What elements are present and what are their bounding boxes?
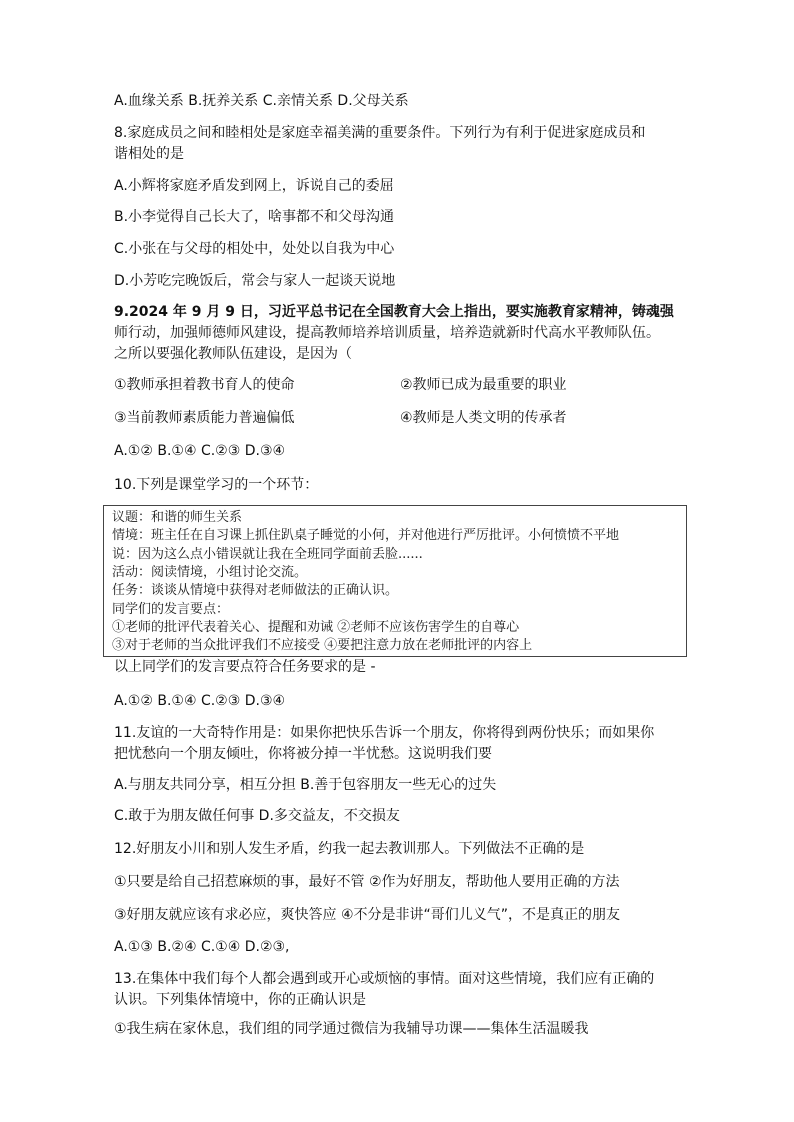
box-scenario-line1: 情境：班主任在自习课上抓住趴桌子睡觉的小何，并对他进行严厉批评。小何愤愤不平地 [112, 528, 620, 543]
q8-option-b: B.小李觉得自己长大了，啥事都不和父母沟通 [114, 209, 395, 225]
q9-item-2: ②教师已成为最重要的职业 [400, 377, 567, 393]
q8-stem-line2: 谐相处的是 [114, 146, 184, 162]
q10-question: 以上同学们的发言要点符合任务要求的是 - [114, 659, 376, 675]
q9-item-4: ④教师是人类文明的传承者 [400, 410, 567, 426]
q8-option-d: D.小芳吃完晚饭后，常会与家人一起谈天说地 [114, 273, 396, 289]
q13-stem-line1: 13.在集体中我们每个人都会遇到或开心或烦恼的事情。面对这些情境，我们应有正确的 [114, 971, 655, 987]
q13-item-1: ①我生病在家休息，我们组的同学通过微信为我辅导功课——集体生活温暖我 [114, 1021, 589, 1037]
q10-options: A.①② B.①④ C.②③ D.③④ [114, 693, 286, 709]
q11-options-line1: A.与朋友共同分享，相互分担 B.善于包容朋友一些无心的过失 [114, 777, 497, 793]
q12-stem: 12.好朋友小川和别人发生矛盾，约我一起去教训那人。下列做法不正确的是 [114, 841, 585, 857]
q11-stem-line2: 把忧愁向一个朋友倾吐，你将被分掉一半忧愁。这说明我们要 [114, 746, 492, 762]
q13-stem-line2: 认识。下列集体情境中，你的正确认识是 [114, 992, 366, 1008]
q7-options: A.血缘关系 B.抚养关系 C.亲情关系 D.父母关系 [114, 93, 409, 109]
q12-items-line2: ③好朋友就应该有求必应，爽快答应 ④不分是非讲“哥们儿义气”，不是真正的朋友 [114, 907, 621, 923]
box-points-line2: ③对于老师的当众批评我们不应接受 ④要把注意力放在老师批评的内容上 [112, 638, 533, 653]
q8-option-c: C.小张在与父母的相处中，处处以自我为中心 [114, 241, 395, 257]
q10-stem: 10.下列是课堂学习的一个环节： [114, 477, 319, 493]
classroom-activity-box [103, 505, 687, 657]
box-points-line1: ①老师的批评代表着关心、提醒和劝诫 ②老师不应该伤害学生的自尊心 [112, 620, 520, 635]
q9-stem-line3: 之所以要强化教师队伍建设，是因为（ [114, 346, 352, 362]
q12-items-line1: ①只要是给自己招惹麻烦的事，最好不管 ②作为好朋友，帮助他人要用正确的方法 [114, 874, 620, 890]
q9-item-3: ③当前教师素质能力普遍偏低 [114, 410, 295, 426]
box-points-title: 同学们的发言要点： [112, 602, 230, 617]
box-topic: 议题：和谐的师生关系 [112, 510, 243, 525]
q9-options: A.①② B.①④ C.②③ D.③④ [114, 443, 286, 459]
q11-stem-line1: 11.友谊的一大奇特作用是：如果你把快乐告诉一个朋友，你将得到两份快乐；而如果你 [114, 725, 655, 741]
q8-stem-line1: 8.家庭成员之间和睦相处是家庭幸福美满的重要条件。下列行为有利于促进家庭成员和 [114, 125, 646, 141]
box-task: 任务：谈谈从情境中获得对老师做法的正确认识。 [112, 583, 399, 598]
q9-stem-line2: 师行动，加强师德师风建设，提高教师培养培训质量，培养造就新时代高水平教师队伍。 [114, 325, 660, 341]
box-activity: 活动：阅读情境，小组讨论交流。 [112, 565, 308, 580]
q9-stem-line1: 9.2024 年 9 月 9 日，习近平总书记在全国教育大会上指出，要实施教育家精神，铸魂强 [114, 304, 674, 320]
q9-item-1: ①教师承担着教书育人的使命 [114, 377, 295, 393]
q8-option-a: A.小辉将家庭矛盾发到网上，诉说自己的委屈 [114, 178, 394, 194]
q12-options: A.①③ B.②④ C.①④ D.②③, [114, 939, 290, 955]
q11-options-line2: C.敢于为朋友做任何事 D.多交益友，不交损友 [114, 808, 400, 824]
box-scenario-line2: 说：因为这么点小错误就让我在全班同学面前丢脸...... [112, 547, 423, 562]
